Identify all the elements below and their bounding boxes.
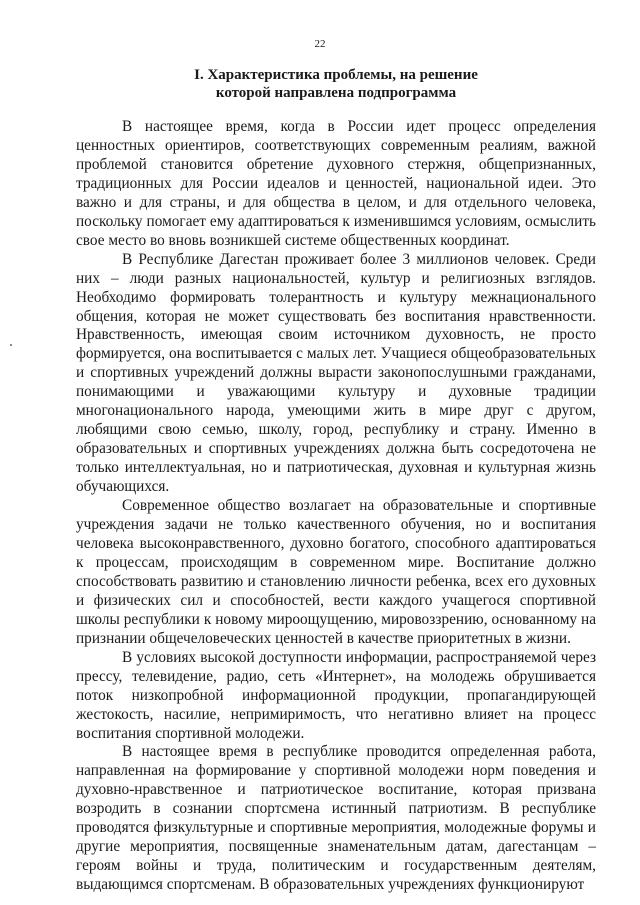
paragraph: В настоящее время, когда в России идет процесс определения ценностных ориентиров, соответствующих современным реалиям, важной проблемой становится обретение духовного стержня, общепризнанных, традиционных для России идеалов и ценностей, национальной идеи. Это важно и для страны, и для общества в целом, и для отдельного человека, поскольку помогает ему адаптироваться к изменившимся условиям, осмыслить свое место во вновь возникшей системе общественных координат. xyxy=(76,118,596,249)
page-number: 22 xyxy=(314,38,326,50)
section-heading-line-1: I. Характеристика проблемы, на решение xyxy=(194,67,478,83)
section-heading xyxy=(76,66,596,102)
scan-speck xyxy=(10,344,12,346)
paragraph: В настоящее время в республике проводится определенная работа, направленная на формирование у спортивной молодежи норм поведения и духовно-нравственное и патриотическое воспитание, которая призвана возродить в сознании спортсмена истинный патриотизм. В республике проводятся физкультурные и спортивные мероприятия, молодежные форумы и другие мероприятия, посвященные знаменательным датам, дагестанцам – героям войны и труда, политическим и государственным деятелям, выдающимся спортсменам. В образовательных учреждениях функционируют xyxy=(76,743,596,894)
section-heading-line-2: которой направлена подпрограмма xyxy=(215,85,457,101)
paragraph: В Республике Дагестан проживает более 3 миллионов человек. Среди них – люди разных национальностей, культур и религиозных взглядов. Необходимо формировать толерантность и культуру межнационального общения, которая не может существовать без воспитания нравственности. Нравственность, имеющая своим источником духовность, не просто формируется, она воспитывается с малых лет. Учащиеся общеобразовательных и спортивных учреждений должны вырасти законопослушными гражданами, понимающими и уважающими культуру и духовные традиции многонационального народа, умеющими жить в мире друг с другом, любящими свою семью, школу, город, республику и страну. Именно в образовательных и спортивных учреждениях должна быть сосредоточена не только интеллектуальная, но и патриотическая, духовная и культурная жизнь обучающихся. xyxy=(76,250,596,496)
paragraph: В условиях высокой доступности информации, распространяемой через прессу, телевидение, радио, сеть «Интернет», на молодежь обрушивается поток низкопробной информационной продукции, пропагандирующей жестокость, насилие, непримиримость, что негативно влияет на процесс воспитания спортивной молодежи. xyxy=(76,648,596,742)
paragraph: Современное общество возлагает на образовательные и спортивные учреждения задачи не только качественного обучения, но и воспитания человека высоконравственного, духовно богатого, способного адаптироваться к процессам, происходящим в современном мире. Воспитание должно способствовать развитию и становлению личности ребенка, всех его духовных и физических сил и способностей, вести каждого учащегося спортивной школы республики к новому мироощущению, мировоззрению, основанному на признании общечеловеческих ценностей в качестве приоритетных в жизни. xyxy=(76,497,596,647)
document-body xyxy=(76,118,596,895)
